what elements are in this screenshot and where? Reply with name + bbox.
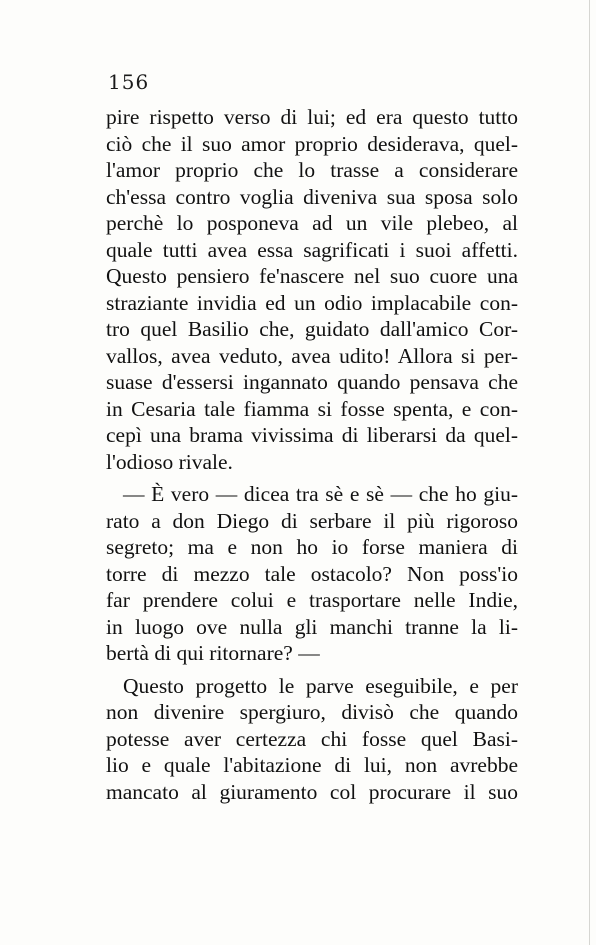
page-number: 156 (108, 70, 150, 94)
text-line: cepì una brama vivissima di liberarsi da quel- (106, 423, 518, 447)
text-line: vallos, avea veduto, avea udito! Allora si per- (106, 343, 518, 368)
text-line: ch'essa contro voglia diveniva sua sposa solo (106, 184, 518, 209)
text-line: Questo pensiero fe'nascere nel suo cuore una (106, 264, 518, 288)
text-line: tro quel Basilio che, guidato dall'amico Cor- (106, 317, 518, 341)
text-line: in Cesaria tale fiamma si fosse spenta, e con- (106, 396, 518, 421)
text-line: perchè lo posponeva ad un vile plebeo, al (106, 211, 518, 235)
text-line: in luogo ove nulla gli manchi tranne la li- (106, 614, 518, 639)
text-line: ciò che il suo amor proprio desiderava, quel- (106, 131, 518, 156)
text-line: rato a don Diego di serbare il più rigoroso (106, 508, 518, 533)
text-line: torre di mezzo tale ostacolo? Non poss'io (106, 561, 518, 586)
text-line: non divenire spergiuro, divisò che quando (106, 700, 518, 724)
text-line: pire rispetto verso di lui; ed era questo tutto (106, 105, 518, 129)
text-line: quale tutti avea essa sagrificati i suoi affetti. (106, 237, 518, 262)
page-edge (589, 0, 590, 945)
paragraph-3 (106, 673, 518, 806)
text-line: potesse aver certezza chi fosse quel Basi- (106, 726, 518, 751)
body-text (106, 104, 518, 805)
text-line: l'amor proprio che lo trasse a considerare (106, 158, 518, 182)
paragraph-1 (106, 104, 518, 475)
text-line: bertà di qui ritornare? — (106, 641, 320, 665)
text-line: l'odioso rivale. (106, 449, 233, 474)
text-line: suase d'essersi ingannato quando pensava che (106, 370, 518, 394)
text-line: mancato al giuramento col procurare il suo (106, 779, 518, 804)
text-line: lio e quale l'abitazione di lui, non avrebbe (106, 753, 518, 777)
text-line: far prendere colui e trasportare nelle Indie, (106, 588, 518, 612)
text-line: — È vero — dicea tra sè e sè — che ho giu- (123, 482, 518, 506)
paragraph-2 (106, 481, 518, 667)
text-line: Questo progetto le parve eseguibile, e per (123, 673, 518, 698)
text-line: segreto; ma e non ho io forse maniera di (106, 535, 518, 559)
text-line: straziante invidia ed un odio implacabile con- (106, 290, 518, 315)
